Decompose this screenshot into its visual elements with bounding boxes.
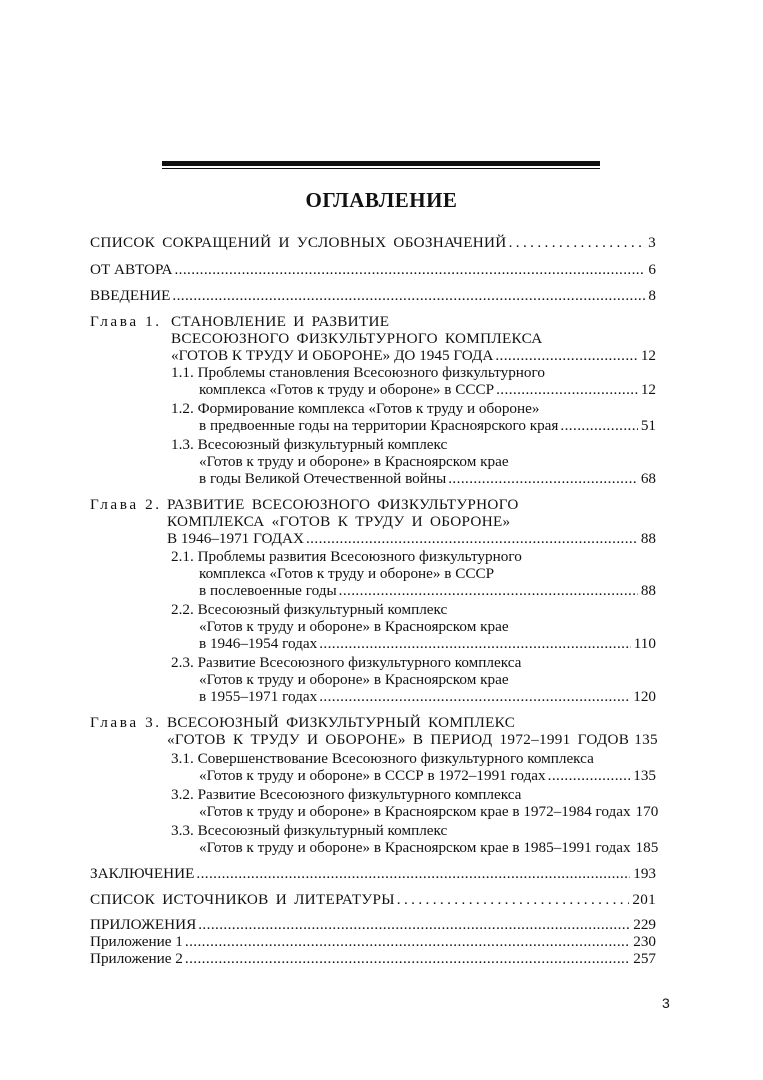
toc-page: 110 <box>633 635 656 652</box>
toc-page: 135 <box>633 767 656 784</box>
header-rule-thick <box>162 161 600 166</box>
section-1-3-line2: «Готов к труду и обороне» в Красноярском крае <box>199 453 509 470</box>
section-1-1-line1: 1.1. Проблемы становления Всесоюзного физкультурного <box>171 364 545 381</box>
toc-page: 185 <box>635 839 659 856</box>
leader-dots <box>448 470 638 487</box>
leader-dots <box>174 261 645 278</box>
chapter-2-title-line1: РАЗВИТИЕ ВСЕСОЮЗНОГО ФИЗКУЛЬТУРНОГО <box>167 496 519 513</box>
chapter-1-title-line2: ВСЕСОЮЗНОГО ФИЗКУЛЬТУРНОГО КОМПЛЕКСА <box>171 330 543 347</box>
toc-entry-section-1-3[interactable]: в годы Великой Отечественной войны . . . 68 <box>199 470 656 487</box>
toc-entry-section-1-2[interactable]: в предвоенные годы на территории Красноярского края . . . 51 <box>199 417 656 434</box>
toc-entry-chapter-2[interactable]: В 1946–1971 ГОДАХ . . . 88 <box>167 530 656 547</box>
toc-entry-appendix-1[interactable]: Приложение 1 . . . 230 <box>90 933 656 950</box>
chapter-2-title-line2: КОМПЛЕКСА «ГОТОВ К ТРУДУ И ОБОРОНЕ» <box>167 513 511 530</box>
toc-page: 6 <box>648 261 656 278</box>
leader-dots <box>319 635 631 652</box>
leader-dots <box>319 688 630 705</box>
toc-entry-chapter-1[interactable]: «ГОТОВ К ТРУДУ И ОБОРОНЕ» ДО 1945 ГОДА . . . 12 <box>171 347 656 364</box>
leader-dots <box>306 530 638 547</box>
chapter-3-prefix: Глава 3. <box>90 714 162 731</box>
leader-dots <box>185 950 630 967</box>
section-2-3-line2: «Готов к труду и обороне» в Красноярском крае <box>199 671 509 688</box>
leader-dots <box>172 287 645 304</box>
section-2-2-line2: «Готов к труду и обороне» в Красноярском крае <box>199 618 509 635</box>
toc-page: 3 <box>648 234 656 251</box>
page-title: ОГЛАВЛЕНИЕ <box>305 188 458 212</box>
toc-entry-appendices[interactable]: ПРИЛОЖЕНИЯ . . . 229 <box>90 916 656 933</box>
toc-page: 229 <box>633 916 656 933</box>
toc-page: 201 <box>632 891 656 908</box>
section-3-2-line1: 3.2. Развитие Всесоюзного физкультурного комплекса <box>171 786 522 803</box>
toc-entry-section-2-1[interactable]: в послевоенные годы . . . 88 <box>199 582 656 599</box>
chapter-3-title-line1: ВСЕСОЮЗНЫЙ ФИЗКУЛЬТУРНЫЙ КОМПЛЕКС <box>167 714 516 731</box>
chapter-1-prefix: Глава 1. <box>90 313 162 330</box>
toc-entry-section-3-3[interactable]: «Готов к труду и обороне» в Красноярском крае в 1985–1991 годах 185 <box>199 839 659 856</box>
toc-page: 68 <box>640 470 656 487</box>
toc-page: 88 <box>640 530 656 547</box>
toc-entry-chapter-3[interactable]: «ГОТОВ К ТРУДУ И ОБОРОНЕ» В ПЕРИОД 1972–1991 ГОДОВ 135 <box>167 731 658 748</box>
toc-page: 257 <box>633 950 656 967</box>
toc-page: 12 <box>640 381 656 398</box>
toc-entry-section-1-1[interactable]: комплекса «Готов к труду и обороне» в СССР . . . 12 <box>199 381 656 398</box>
leader-dots <box>198 916 630 933</box>
page-number: 3 <box>662 995 670 1011</box>
leader-dots <box>495 347 638 364</box>
chapter-2-prefix: Глава 2. <box>90 496 162 513</box>
toc-page: 135 <box>634 731 658 748</box>
toc-entry-section-3-2[interactable]: «Готов к труду и обороне» в Красноярском крае в 1972–1984 годах 170 <box>199 803 659 820</box>
leader-dots <box>509 234 646 251</box>
toc-page: 170 <box>635 803 659 820</box>
toc-entry-conclusion[interactable]: ЗАКЛЮЧЕНИЕ . . . 193 <box>90 865 656 882</box>
leader-dots <box>339 582 638 599</box>
toc-entry-section-3-1[interactable]: «Готов к труду и обороне» в СССР в 1972–1991 годах . . . 135 <box>199 767 656 784</box>
toc-entry-sources[interactable]: СПИСОК ИСТОЧНИКОВ И ЛИТЕРАТУРЫ . . . 201 <box>90 891 656 908</box>
toc-entry-section-2-2[interactable]: в 1946–1954 годах . . . 110 <box>199 635 656 652</box>
section-1-3-line1: 1.3. Всесоюзный физкультурный комплекс <box>171 436 448 453</box>
section-2-1-line1: 2.1. Проблемы развития Всесоюзного физкультурного <box>171 548 522 565</box>
section-2-3-line1: 2.3. Развитие Всесоюзного физкультурного комплекса <box>171 654 522 671</box>
toc-page: 120 <box>633 688 656 705</box>
toc-page: 88 <box>640 582 656 599</box>
toc-page: 51 <box>640 417 656 434</box>
toc-page: 230 <box>633 933 656 950</box>
leader-dots <box>196 865 630 882</box>
section-3-1-line1: 3.1. Совершенствование Всесоюзного физкультурного комплекса <box>171 750 594 767</box>
toc-entry-section-2-3[interactable]: в 1955–1971 годах . . . 120 <box>199 688 656 705</box>
section-1-2-line1: 1.2. Формирование комплекса «Готов к труду и обороне» <box>171 400 540 417</box>
leader-dots <box>397 891 630 908</box>
toc-page: 8 <box>648 287 656 304</box>
leader-dots <box>548 767 631 784</box>
toc-entry-appendix-2[interactable]: Приложение 2 . . . 257 <box>90 950 656 967</box>
section-3-3-line1: 3.3. Всесоюзный физкультурный комплекс <box>171 822 448 839</box>
section-2-2-line1: 2.2. Всесоюзный физкультурный комплекс <box>171 601 448 618</box>
toc-page: 12 <box>640 347 656 364</box>
toc-entry-abbreviations[interactable]: СПИСОК СОКРАЩЕНИЙ И УСЛОВНЫХ ОБОЗНАЧЕНИЙ . . . 3 <box>90 234 656 251</box>
toc-page: 193 <box>633 865 656 882</box>
toc-entry-introduction[interactable]: ВВЕДЕНИЕ . . . 8 <box>90 287 656 304</box>
section-2-1-line2: комплекса «Готов к труду и обороне» в СССР <box>199 565 495 582</box>
toc-entry-author[interactable]: ОТ АВТОРА . . . 6 <box>90 261 656 278</box>
header-rule-thin <box>162 168 600 169</box>
leader-dots <box>560 417 637 434</box>
leader-dots <box>185 933 630 950</box>
leader-dots <box>496 381 638 398</box>
chapter-1-title-line1: СТАНОВЛЕНИЕ И РАЗВИТИЕ <box>171 313 390 330</box>
